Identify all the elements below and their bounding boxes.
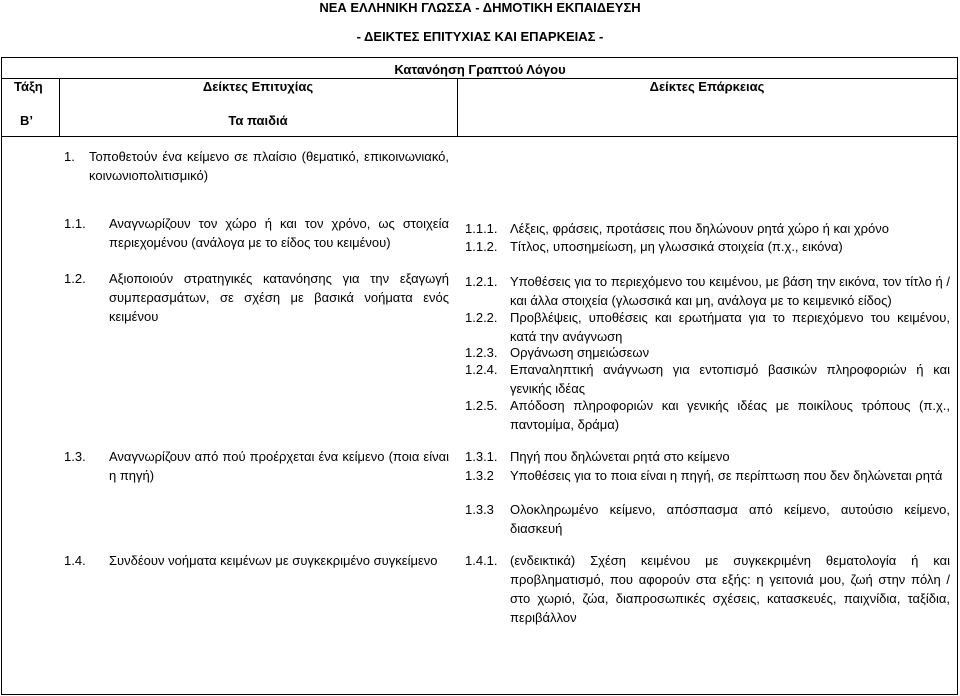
adequacy-text: Ολοκληρωμένο κείμενο, απόσπασμα από κείμενο, αυτούσιο κείμενο, διασκευή: [510, 502, 950, 536]
adequacy-text: Υποθέσεις για το ποια είναι η πηγή, σε περίπτωση που δεν δηλώνεται ρητά: [510, 468, 943, 483]
adequacy-text: Λέξεις, φράσεις, προτάσεις που δηλώνουν ρητά χώρο ή και χρόνο: [510, 221, 890, 236]
adequacy-number: 1.4.1.: [465, 553, 498, 568]
adequacy-text: Πηγή που δηλώνεται ρητά στο κείμενο: [510, 449, 730, 464]
goal-number: 1.: [64, 149, 75, 164]
col-success-header: Δείκτες Επιτυχίας: [202, 79, 314, 94]
adequacy-text: Προβλέψεις, υποθέσεις και ερωτήματα για το περιεχόμενο του κειμένου, κατά την ανάγνωση: [510, 310, 950, 344]
col-grade-header: Τάξη: [14, 79, 43, 94]
adequacy-text: (ενδεικτικά) Σχέση κειμένου με συγκεκριμένη θεματολογία ή και προβληματισμό, που αφορούν στα εξής: η γειτονιά μου, ζωή στην πόλη / στο χωριό, ζώα, διαπροσωπικές σχέσεις, κατασκευές, παιχνίδια, ταξίδια, περιβάλλον: [510, 553, 950, 625]
success-number: 1.2.: [64, 271, 86, 286]
success-text: Αναγνωρίζουν από πού προέρχεται ένα κείμενο (ποια είναι η πηγή): [109, 449, 449, 483]
section-title: Κατανόηση Γραπτού Λόγου: [394, 62, 566, 77]
adequacy-number: 1.3.3: [465, 502, 494, 517]
col-success-subheader: Τα παιδιά: [228, 113, 288, 128]
grade-value: Β’: [20, 113, 33, 128]
success-text: Αξιοποιούν στρατηγικές κατανόησης για την εξαγωγή συμπερασμάτων, σε σχέση με βασικά νοήματα ενός κειμένου: [109, 271, 449, 324]
goal-text: Τοποθετούν ένα κείμενο σε πλαίσιο (θεματικό, επικοινωνιακό, κοινωνιοπολιτισμικό): [89, 149, 449, 183]
adequacy-number: 1.1.2.: [465, 239, 498, 254]
document-subtitle: - ΔΕΙΚΤΕΣ ΕΠΙΤΥΧΙΑΣ ΚΑΙ ΕΠΑΡΚΕΙΑΣ -: [356, 29, 604, 44]
adequacy-number: 1.2.2.: [465, 310, 498, 325]
adequacy-number: 1.3.1.: [465, 449, 498, 464]
adequacy-text: Τίτλος, υποσημείωση, μη γλωσσικά στοιχεία (π.χ., εικόνα): [510, 239, 843, 254]
adequacy-text: Υποθέσεις για το περιεχόμενο του κειμένου, με βάση την εικόνα, τον τίτλο ή / και άλλα στοιχεία (γλωσσικά και μη, ανάλογα με το κειμενικό είδος): [510, 274, 950, 308]
adequacy-number: 1.2.5.: [465, 398, 498, 413]
adequacy-number: 1.3.2: [465, 468, 494, 483]
success-number: 1.3.: [64, 449, 86, 464]
success-number: 1.4.: [64, 553, 86, 568]
table-divider: [1, 136, 958, 137]
document-title: ΝΕΑ ΕΛΛΗΝΙΚΗ ΓΛΩΣΣΑ - ΔΗΜΟΤΙΚΗ ΕΚΠΑΙΔΕΥΣΗ: [319, 0, 641, 15]
success-number: 1.1.: [64, 216, 86, 231]
adequacy-number: 1.2.4.: [465, 362, 498, 377]
success-text: Συνδέουν νοήματα κειμένων με συγκεκριμένο συγκείμενο: [109, 553, 438, 568]
adequacy-number: 1.2.1.: [465, 274, 498, 289]
adequacy-number: 1.2.3.: [465, 345, 498, 360]
adequacy-text: Επαναληπτική ανάγνωση για εντοπισμό βασικών πληροφοριών ή και γενικής ιδέας: [510, 362, 950, 396]
col-adequacy-header: Δείκτες Επάρκειας: [649, 79, 765, 94]
adequacy-number: 1.1.1.: [465, 221, 498, 236]
adequacy-text: Απόδοση πληροφοριών και γενικής ιδέας με ποικίλους τρόπους (π.χ., παντομίμα, δράμα): [510, 398, 950, 432]
adequacy-text: Οργάνωση σημειώσεων: [510, 345, 650, 360]
success-text: Αναγνωρίζουν τον χώρο ή και τον χρόνο, ως στοιχεία περιεχομένου (ανάλογα με το είδος του κειμένου): [109, 216, 449, 250]
